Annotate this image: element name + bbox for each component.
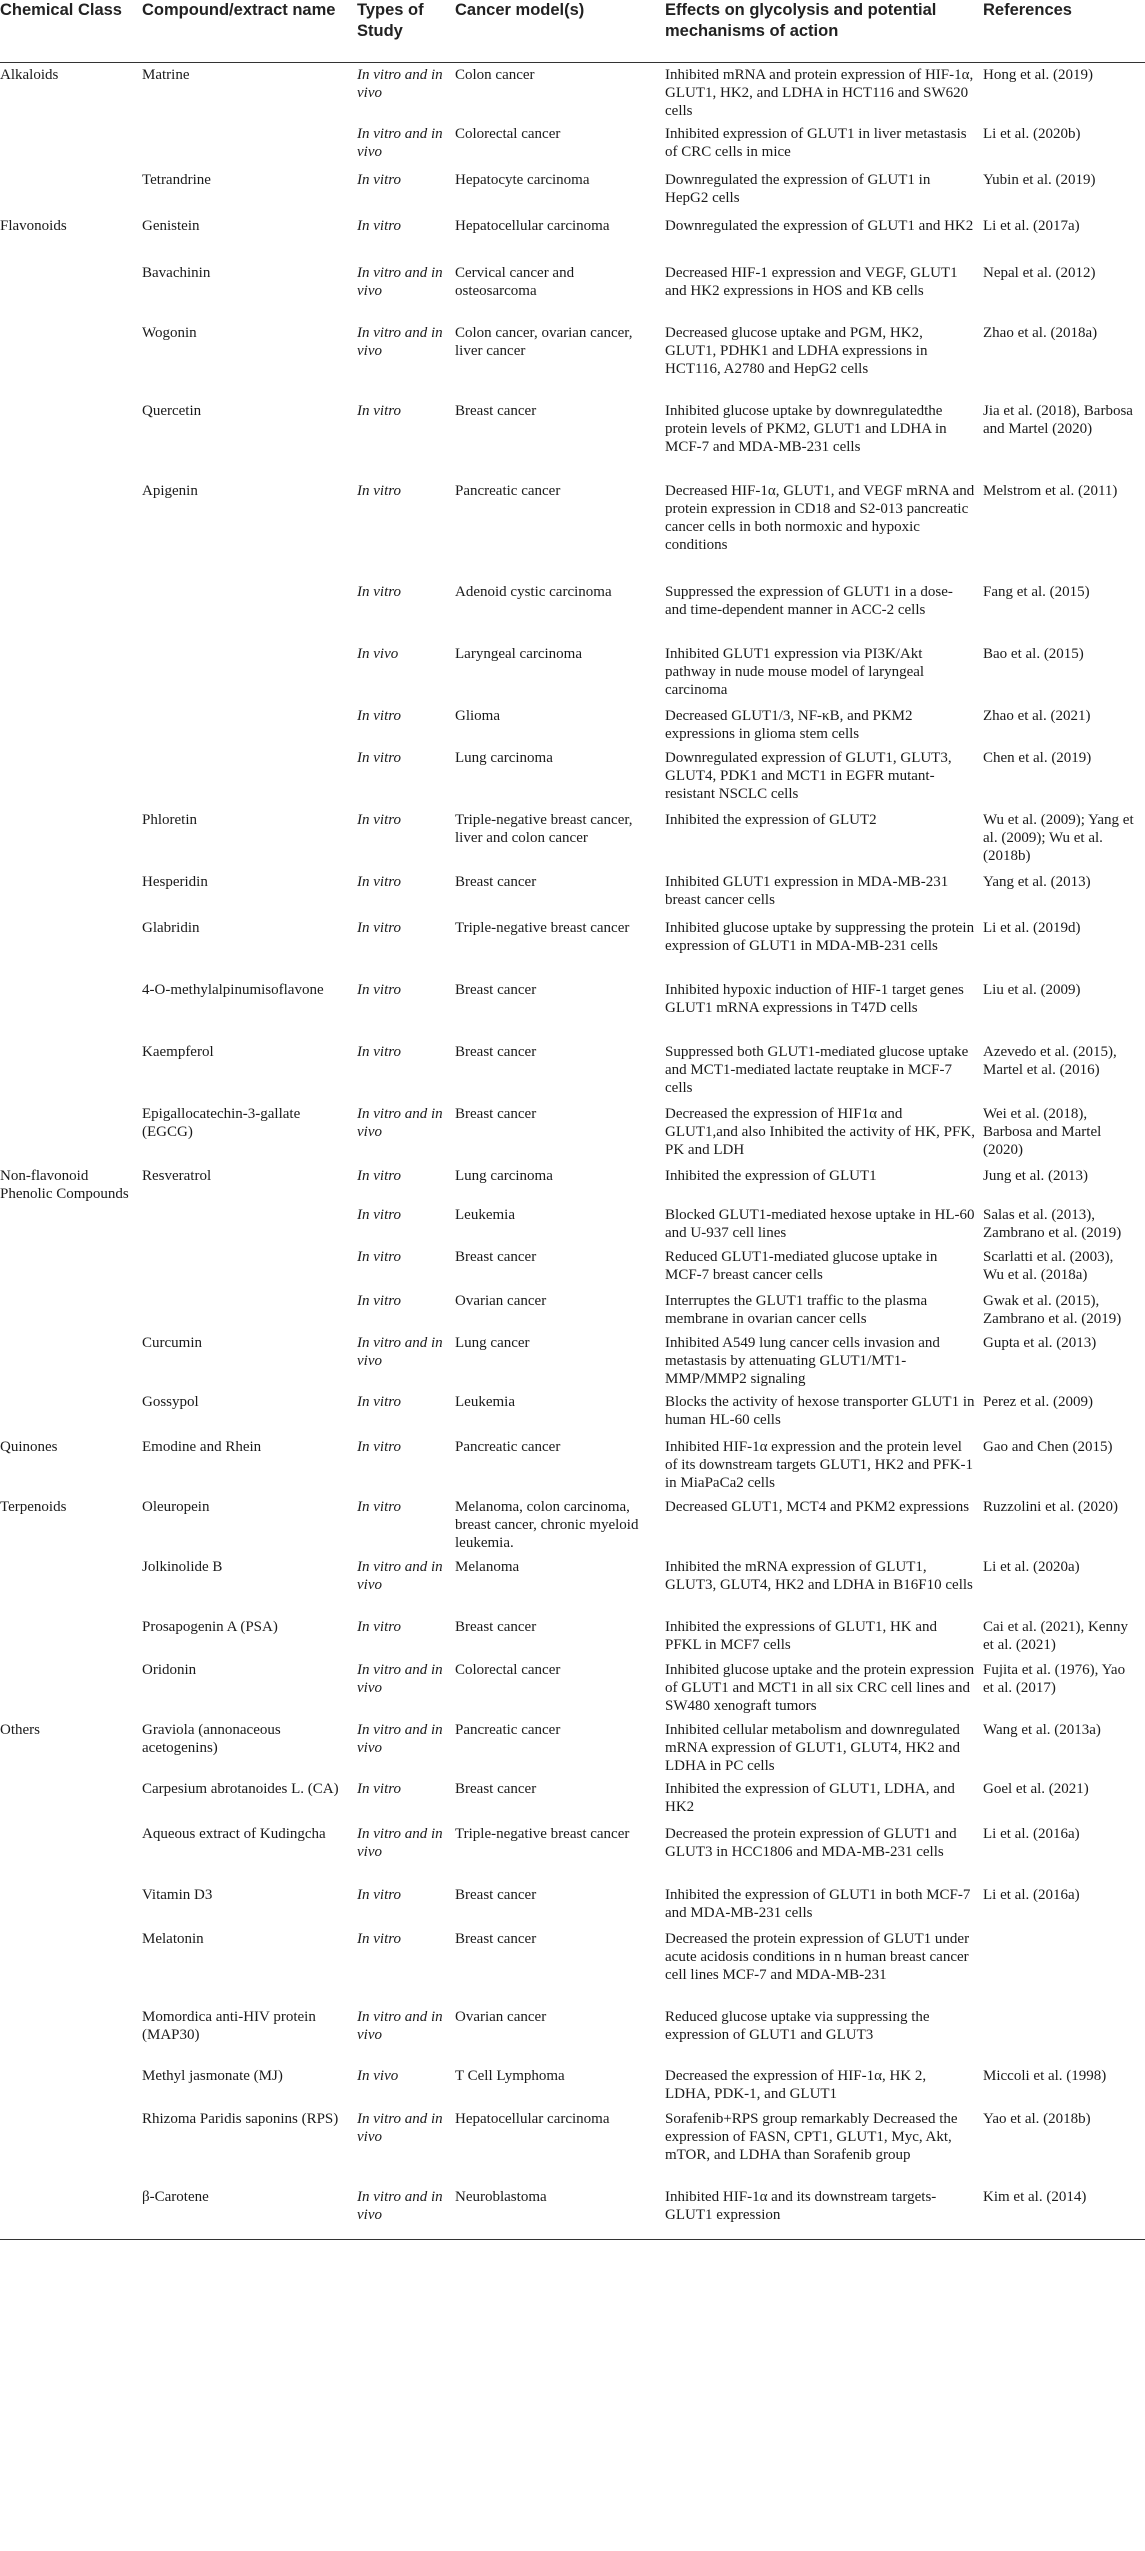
header-references: References (983, 1, 1072, 19)
table-row (0, 399, 1145, 479)
compound-cell (142, 1245, 357, 1289)
table-row (0, 1435, 1145, 1495)
compound-cell: Rhizoma Paridis saponins (RPS) (142, 2111, 339, 2127)
cancer-model-cell: Breast cancer (455, 874, 537, 890)
header-effects: Effects on glycolysis and potential mechanisms of action (665, 1, 937, 40)
table-row (0, 978, 1145, 1040)
cancer-model-cell: Breast cancer (455, 982, 537, 998)
study-type-cell: In vitro (357, 920, 402, 936)
compound-cell: Momordica anti-HIV protein (MAP30) (142, 2009, 316, 2043)
table-row (0, 2005, 1145, 2064)
effect-cell: Decreased the protein expression of GLUT1 and GLUT3 in HCC1806 and MDA-MB-231 cells (665, 1826, 957, 1860)
reference-cell: Scarlatti et al. (2003), Wu et al. (2018a) (983, 1249, 1114, 1283)
study-type-cell: In vitro and in vivo (357, 2189, 443, 2223)
chemical-class-cell (0, 1927, 142, 2005)
chemical-class-cell (0, 321, 142, 399)
header-models: Cancer model(s) (455, 1, 585, 19)
chemical-class-cell: Others (0, 1722, 40, 1738)
study-type-cell: In vitro (357, 750, 402, 766)
reference-cell: Wu et al. (2009); Yang et al. (2009); Wu et al. (2018b) (983, 812, 1134, 864)
cancer-model-cell: Hepatocyte carcinoma (455, 172, 590, 188)
chemical-class-cell (0, 916, 142, 978)
reference-cell: Gao and Chen (2015) (983, 1439, 1113, 1455)
effect-cell: Reduced glucose uptake via suppressing the expression of GLUT1 and GLUT3 (665, 2009, 930, 2043)
effect-cell: Reduced GLUT1-mediated glucose uptake in MCF-7 breast cancer cells (665, 1249, 938, 1283)
effect-cell: Decreased GLUT1/3, NF-κB, and PKM2 expressions in glioma stem cells (665, 708, 913, 742)
study-type-cell: In vitro (357, 403, 402, 419)
table-row (0, 1102, 1145, 1164)
compound-cell (142, 746, 357, 808)
reference-cell: Jia et al. (2018), Barbosa and Martel (2020) (983, 403, 1133, 437)
chemical-class-cell (0, 1245, 142, 1289)
chemical-class-cell (0, 2185, 142, 2239)
table-row (0, 1822, 1145, 1883)
compound-cell: Phloretin (142, 812, 197, 828)
chemical-class-cell (0, 1390, 142, 1435)
compound-cell: Curcumin (142, 1335, 202, 1351)
compound-cell: β-Carotene (142, 2189, 209, 2205)
table-row (0, 1555, 1145, 1615)
cancer-model-cell: Adenoid cystic carcinoma (455, 584, 612, 600)
cancer-model-cell: T Cell Lymphoma (455, 2068, 565, 2084)
cancer-model-cell: Laryngeal carcinoma (455, 646, 583, 662)
effect-cell: Inhibited the expressions of GLUT1, HK and PFKL in MCF7 cells (665, 1619, 938, 1653)
cancer-model-cell: Breast cancer (455, 1931, 537, 1947)
cancer-model-cell: Hepatocellular carcinoma (455, 218, 610, 234)
reference-cell: Li et al. (2020a) (983, 1559, 1080, 1575)
effect-cell: Suppressed the expression of GLUT1 in a dose- and time-dependent manner in ACC-2 cells (665, 584, 953, 618)
chemical-class-cell (0, 1615, 142, 1658)
reference-cell: Zhao et al. (2018a) (983, 325, 1098, 341)
study-type-cell: In vitro and in vivo (357, 2111, 443, 2145)
compound-cell: Aqueous extract of Kudingcha (142, 1826, 326, 1842)
cancer-model-cell: Glioma (455, 708, 500, 724)
compound-cell: 4-O-methylalpinumisoflavone (142, 982, 324, 998)
study-type-cell: In vitro (357, 218, 402, 234)
study-type-cell: In vitro (357, 1168, 402, 1184)
table-row (0, 746, 1145, 808)
study-type-cell: In vitro and in vivo (357, 1335, 443, 1369)
table-body (0, 62, 1145, 2239)
compound-cell: Glabridin (142, 920, 200, 936)
table-row (0, 1658, 1145, 1718)
effect-cell: Decreased the expression of HIF1α and GLUT1,and also Inhibited the activity of HK, PFK, PK and LDH (665, 1106, 975, 1158)
compound-cell: Apigenin (142, 483, 198, 499)
study-type-cell: In vitro (357, 1044, 402, 1060)
compound-cell (142, 704, 357, 746)
study-type-cell: In vitro and in vivo (357, 265, 443, 299)
effect-cell: Decreased HIF-1α, GLUT1, and VEGF mRNA and protein expression in CD18 and S2-013 pancreatic cancer cells in both normoxic and hypoxic conditions (665, 483, 975, 553)
table-row (0, 479, 1145, 580)
chemical-class-cell (0, 642, 142, 704)
reference-cell: Melstrom et al. (2011) (983, 483, 1118, 499)
study-type-cell: In vitro (357, 1499, 402, 1515)
effect-cell: Inhibited GLUT1 expression in MDA-MB-231 breast cancer cells (665, 874, 949, 908)
compound-cell: Methyl jasmonate (MJ) (142, 2068, 283, 2084)
reference-cell: Yao et al. (2018b) (983, 2111, 1091, 2127)
effect-cell: Inhibited HIF-1α and its downstream targets-GLUT1 expression (665, 2189, 937, 2223)
table-row (0, 168, 1145, 214)
effect-cell: Inhibited glucose uptake by suppressing the protein expression of GLUT1 in MDA-MB-231 cells (665, 920, 975, 954)
cancer-model-cell: Cervical cancer and osteosarcoma (455, 265, 575, 299)
reference-cell: Li et al. (2016a) (983, 1887, 1080, 1903)
study-type-cell: In vitro (357, 1293, 402, 1309)
compound-cell: Matrine (142, 66, 190, 83)
reference-cell: Gwak et al. (2015), Zambrano et al. (2019) (983, 1293, 1122, 1327)
table-row (0, 1245, 1145, 1289)
compound-cell (142, 1289, 357, 1331)
reference-cell: Zhao et al. (2021) (983, 708, 1091, 724)
chemical-class-cell (0, 2005, 142, 2064)
study-type-cell: In vitro and in vivo (357, 2009, 443, 2043)
header-types: Types of Study (357, 1, 424, 40)
study-type-cell: In vivo (357, 2068, 399, 2084)
study-type-cell: In vitro and in vivo (357, 1722, 443, 1756)
effect-cell: Suppressed both GLUT1-mediated glucose uptake and MCT1-mediated lactate reuptake in MCF-7 cells (665, 1044, 969, 1096)
table-row (0, 122, 1145, 168)
cancer-model-cell: Breast cancer (455, 1887, 537, 1903)
chemical-class-cell (0, 1822, 142, 1883)
effect-cell: Inhibited glucose uptake and the protein expression of GLUT1 and MCT1 in all six CRC cell lines and SW480 xenograft tumors (665, 1662, 975, 1714)
table-row (0, 2107, 1145, 2185)
table-row (0, 321, 1145, 399)
reference-cell: Wei et al. (2018), Barbosa and Martel (2020) (983, 1106, 1102, 1158)
cancer-model-cell: Pancreatic cancer (455, 483, 561, 499)
effect-cell: Inhibited A549 lung cancer cells invasion and metastasis by attenuating GLUT1/MT1-MMP/MMP2 signaling (665, 1335, 940, 1387)
compound-cell: Kaempferol (142, 1044, 214, 1060)
reference-cell: Hong et al. (2019) (983, 66, 1093, 83)
study-type-cell: In vitro and in vivo (357, 1826, 443, 1860)
effect-cell: Decreased GLUT1, MCT4 and PKM2 expressions (665, 1499, 970, 1515)
reference-cell: Goel et al. (2021) (983, 1781, 1089, 1797)
reference-cell: Wang et al. (2013a) (983, 1722, 1101, 1738)
chemical-class-cell (0, 580, 142, 642)
chemical-class-cell: Quinones (0, 1439, 58, 1455)
compound-cell (142, 580, 357, 642)
cancer-model-cell: Leukemia (455, 1394, 515, 1410)
reference-cell: Miccoli et al. (1998) (983, 2068, 1107, 2084)
study-type-cell: In vitro (357, 584, 402, 600)
table-row (0, 1390, 1145, 1435)
cancer-model-cell: Colorectal cancer (455, 126, 561, 142)
effect-cell: Downregulated expression of GLUT1, GLUT3, GLUT4, PDK1 and MCT1 in EGFR mutant-resistant NSCLC cells (665, 750, 952, 802)
reference-cell: Li et al. (2017a) (983, 218, 1080, 234)
table-row (0, 916, 1145, 978)
table-row (0, 1777, 1145, 1822)
table-row (0, 2185, 1145, 2239)
effect-cell: Inhibited the expression of GLUT1, LDHA, and HK2 (665, 1781, 955, 1815)
study-type-cell: In vitro and in vivo (357, 66, 443, 101)
chemical-class-cell (0, 1040, 142, 1102)
effect-cell: Decreased the protein expression of GLUT1 under acute acidosis conditions in n human breast cancer cell lines MCF-7 and MDA-MB-231 (665, 1931, 970, 1983)
compound-cell (142, 1203, 357, 1245)
study-type-cell: In vitro (357, 708, 402, 724)
compound-cell: Hesperidin (142, 874, 208, 890)
table-row (0, 1927, 1145, 2005)
table-row (0, 214, 1145, 261)
reference-cell: Yubin et al. (2019) (983, 172, 1096, 188)
effect-cell: Inhibited the expression of GLUT1 (665, 1168, 877, 1184)
chemical-class-cell: Alkaloids (0, 66, 59, 83)
study-type-cell: In vitro (357, 172, 402, 188)
reference-cell: Li et al. (2019d) (983, 920, 1081, 936)
table-row (0, 261, 1145, 321)
chemical-class-cell (0, 479, 142, 580)
cancer-model-cell: Pancreatic cancer (455, 1722, 561, 1738)
cancer-model-cell: Breast cancer (455, 1106, 537, 1122)
effect-cell: Decreased the expression of HIF-1α, HK 2, LDHA, PDK-1, and GLUT1 (665, 2068, 927, 2102)
chemical-class-cell: Non-flavonoid Phenolic Compounds (0, 1168, 129, 1202)
chemical-class-cell (0, 2064, 142, 2107)
study-type-cell: In vitro (357, 982, 402, 998)
table-row (0, 1495, 1145, 1555)
table-header (0, 0, 1145, 62)
cancer-model-cell: Lung cancer (455, 1335, 530, 1351)
reference-cell: Gupta et al. (2013) (983, 1335, 1097, 1351)
study-type-cell: In vitro (357, 1207, 402, 1223)
compound-cell: Jolkinolide B (142, 1559, 223, 1575)
effect-cell: Inhibited the expression of GLUT1 in both MCF-7 and MDA-MB-231 cells (665, 1887, 971, 1921)
reference-cell (983, 2005, 1145, 2064)
reference-cell: Perez et al. (2009) (983, 1394, 1093, 1410)
chemical-class-cell (0, 870, 142, 916)
table-row (0, 1615, 1145, 1658)
reference-cell: Fang et al. (2015) (983, 584, 1090, 600)
cancer-model-cell: Breast cancer (455, 1619, 537, 1635)
compound-cell: Gossypol (142, 1394, 199, 1410)
study-type-cell: In vitro and in vivo (357, 1559, 443, 1593)
cancer-model-cell: Colon cancer, ovarian cancer, liver cancer (455, 325, 633, 359)
compound-cell: Quercetin (142, 403, 202, 419)
study-type-cell: In vitro (357, 1931, 402, 1947)
cancer-model-cell: Colon cancer (455, 66, 535, 83)
effect-cell: Decreased glucose uptake and PGM, HK2, GLUT1, PDHK1 and LDHA expressions in HCT116, A2780 and HepG2 cells (665, 325, 928, 377)
reference-cell: Bao et al. (2015) (983, 646, 1084, 662)
effect-cell: Decreased HIF-1 expression and VEGF, GLUT1 and HK2 expressions in HOS and KB cells (665, 265, 958, 299)
reference-cell: Kim et al. (2014) (983, 2189, 1087, 2205)
study-type-cell: In vitro (357, 1781, 402, 1797)
cancer-model-cell: Lung carcinoma (455, 1168, 553, 1184)
reference-cell: Ruzzolini et al. (2020) (983, 1499, 1118, 1515)
cancer-model-cell: Ovarian cancer (455, 1293, 547, 1309)
compound-cell: Bavachinin (142, 265, 211, 281)
table-row (0, 1164, 1145, 1203)
reference-cell: Fujita et al. (1976), Yao et al. (2017) (983, 1662, 1126, 1696)
reference-cell (983, 1927, 1145, 2005)
effect-cell: Inhibited cellular metabolism and downregulated mRNA expression of GLUT1, GLUT4, HK2 and LDHA in PC cells (665, 1722, 960, 1774)
reference-cell: Jung et al. (2013) (983, 1168, 1088, 1184)
table-row (0, 1718, 1145, 1777)
compound-cell: Graviola (annonaceous acetogenins) (142, 1722, 281, 1756)
chemical-class-cell (0, 1555, 142, 1615)
table-row (0, 1331, 1145, 1390)
table-row (0, 1883, 1145, 1927)
table-row (0, 704, 1145, 746)
effect-cell: Blocked GLUT1-mediated hexose uptake in HL-60 and U-937 cell lines (665, 1207, 975, 1241)
study-type-cell: In vitro (357, 483, 402, 499)
effect-cell: Inhibited glucose uptake by downregulatedthe protein levels of PKM2, GLUT1 and LDHA in MCF-7 and MDA-MB-231 cells (665, 403, 947, 455)
reference-cell: Cai et al. (2021), Kenny et al. (2021) (983, 1619, 1128, 1653)
cancer-model-cell: Neuroblastoma (455, 2189, 547, 2205)
cancer-model-cell: Triple-negative breast cancer (455, 920, 630, 936)
cancer-model-cell: Leukemia (455, 1207, 515, 1223)
header-chemical-class: Chemical Class (0, 1, 122, 19)
study-type-cell: In vitro (357, 1249, 402, 1265)
study-type-cell: In vitro (357, 1887, 402, 1903)
study-type-cell: In vitro and in vivo (357, 1662, 443, 1696)
effect-cell: Sorafenib+RPS group remarkably Decreased the expression of FASN, CPT1, GLUT1, Myc, Akt, mTOR, and LDHA than Sorafenib group (665, 2111, 958, 2163)
header-compound: Compound/extract name (142, 1, 336, 19)
reference-cell: Li et al. (2020b) (983, 126, 1081, 142)
chemical-class-cell (0, 1658, 142, 1718)
compound-cell: Melatonin (142, 1931, 204, 1947)
cancer-model-cell: Breast cancer (455, 1249, 537, 1265)
compound-cell (142, 642, 357, 704)
chemical-class-cell (0, 1331, 142, 1390)
reference-cell: Li et al. (2016a) (983, 1826, 1080, 1842)
effect-cell: Inhibited expression of GLUT1 in liver metastasis of CRC cells in mice (665, 126, 967, 160)
cancer-model-cell: Ovarian cancer (455, 2009, 547, 2025)
chemical-class-cell (0, 168, 142, 214)
chemical-class-cell: Terpenoids (0, 1499, 67, 1515)
effect-cell: Inhibited HIF-1α expression and the protein level of its downstream targets GLUT1, HK2 and PFK-1 in MiaPaCa2 cells (665, 1439, 974, 1491)
table-row (0, 642, 1145, 704)
compound-cell: Genistein (142, 218, 200, 234)
compound-cell: Oridonin (142, 1662, 197, 1678)
chemical-class-cell (0, 2107, 142, 2185)
compound-cell (142, 122, 357, 168)
cancer-model-cell: Triple-negative breast cancer, liver and colon cancer (455, 812, 633, 846)
compound-cell: Prosapogenin A (PSA) (142, 1619, 278, 1635)
compound-cell: Resveratrol (142, 1168, 212, 1184)
chemical-class-cell (0, 1883, 142, 1927)
reference-cell: Chen et al. (2019) (983, 750, 1092, 766)
effect-cell: Interruptes the GLUT1 traffic to the plasma membrane in ovarian cancer cells (665, 1293, 928, 1327)
cancer-model-cell: Pancreatic cancer (455, 1439, 561, 1455)
study-type-cell: In vitro (357, 874, 402, 890)
study-type-cell: In vitro (357, 1394, 402, 1410)
compound-cell: Emodine and Rhein (142, 1439, 262, 1455)
compound-cell: Oleuropein (142, 1499, 210, 1515)
effect-cell: Downregulated the expression of GLUT1 and HK2 (665, 218, 974, 234)
chemical-class-cell (0, 808, 142, 870)
effect-cell: Inhibited the mRNA expression of GLUT1, GLUT3, GLUT4, HK2 and LDHA in B16F10 cells (665, 1559, 973, 1593)
study-type-cell: In vitro and in vivo (357, 325, 443, 359)
study-type-cell: In vitro (357, 1619, 402, 1635)
chemical-class-cell (0, 1777, 142, 1822)
table-row (0, 1203, 1145, 1245)
compound-cell: Tetrandrine (142, 172, 211, 188)
chemical-class-cell (0, 399, 142, 479)
chemical-class-cell (0, 261, 142, 321)
compound-cell: Epigallocatechin-3-gallate (EGCG) (142, 1106, 301, 1140)
effect-cell: Downregulated the expression of GLUT1 in HepG2 cells (665, 172, 931, 206)
reference-cell: Nepal et al. (2012) (983, 265, 1096, 281)
header-row (0, 0, 1145, 62)
cancer-model-cell: Triple-negative breast cancer (455, 1826, 630, 1842)
table-row (0, 808, 1145, 870)
chemical-class-cell (0, 1203, 142, 1245)
cancer-model-cell: Breast cancer (455, 1781, 537, 1797)
table-row (0, 870, 1145, 916)
chemical-class-cell (0, 746, 142, 808)
compound-cell: Carpesium abrotanoides L. (CA) (142, 1781, 339, 1797)
reference-cell: Azevedo et al. (2015), Martel et al. (2016) (983, 1044, 1117, 1078)
cancer-model-cell: Melanoma (455, 1559, 520, 1575)
effect-cell: Inhibited mRNA and protein expression of HIF-1α, GLUT1, HK2, and LDHA in HCT116 and SW620 cells (665, 66, 974, 119)
table-row (0, 580, 1145, 642)
table-row (0, 62, 1145, 122)
reference-cell: Salas et al. (2013), Zambrano et al. (2019) (983, 1207, 1122, 1241)
effect-cell: Blocks the activity of hexose transporter GLUT1 in human HL-60 cells (665, 1394, 975, 1428)
reference-cell: Yang et al. (2013) (983, 874, 1091, 890)
chemical-class-cell (0, 1289, 142, 1331)
chemical-class-cell (0, 978, 142, 1040)
cancer-model-cell: Colorectal cancer (455, 1662, 561, 1678)
study-type-cell: In vitro and in vivo (357, 1106, 443, 1140)
compound-cell: Wogonin (142, 325, 197, 341)
effect-cell: Inhibited GLUT1 expression via PI3K/Akt pathway in nude mouse model of laryngeal carcinoma (665, 646, 925, 698)
effect-cell: Inhibited the expression of GLUT2 (665, 812, 877, 828)
chemical-class-cell (0, 1102, 142, 1164)
study-type-cell: In vitro (357, 1439, 402, 1455)
table-row (0, 2064, 1145, 2107)
chemical-class-cell (0, 704, 142, 746)
table-row (0, 1040, 1145, 1102)
study-type-cell: In vivo (357, 646, 399, 662)
cancer-model-cell: Lung carcinoma (455, 750, 553, 766)
study-type-cell: In vitro and in vivo (357, 126, 443, 160)
chemical-class-cell: Flavonoids (0, 218, 67, 234)
chemical-class-cell (0, 122, 142, 168)
compound-cell: Vitamin D3 (142, 1887, 213, 1903)
table-row (0, 1289, 1145, 1331)
effect-cell: Inhibited hypoxic induction of HIF-1 target genes GLUT1 mRNA expressions in T47D cells (665, 982, 964, 1016)
cancer-model-cell: Breast cancer (455, 1044, 537, 1060)
cancer-model-cell: Breast cancer (455, 403, 537, 419)
cancer-model-cell: Melanoma, colon carcinoma, breast cancer, chronic myeloid leukemia. (455, 1499, 639, 1551)
study-type-cell: In vitro (357, 812, 402, 828)
cancer-model-cell: Hepatocellular carcinoma (455, 2111, 610, 2127)
reference-cell: Liu et al. (2009) (983, 982, 1081, 998)
